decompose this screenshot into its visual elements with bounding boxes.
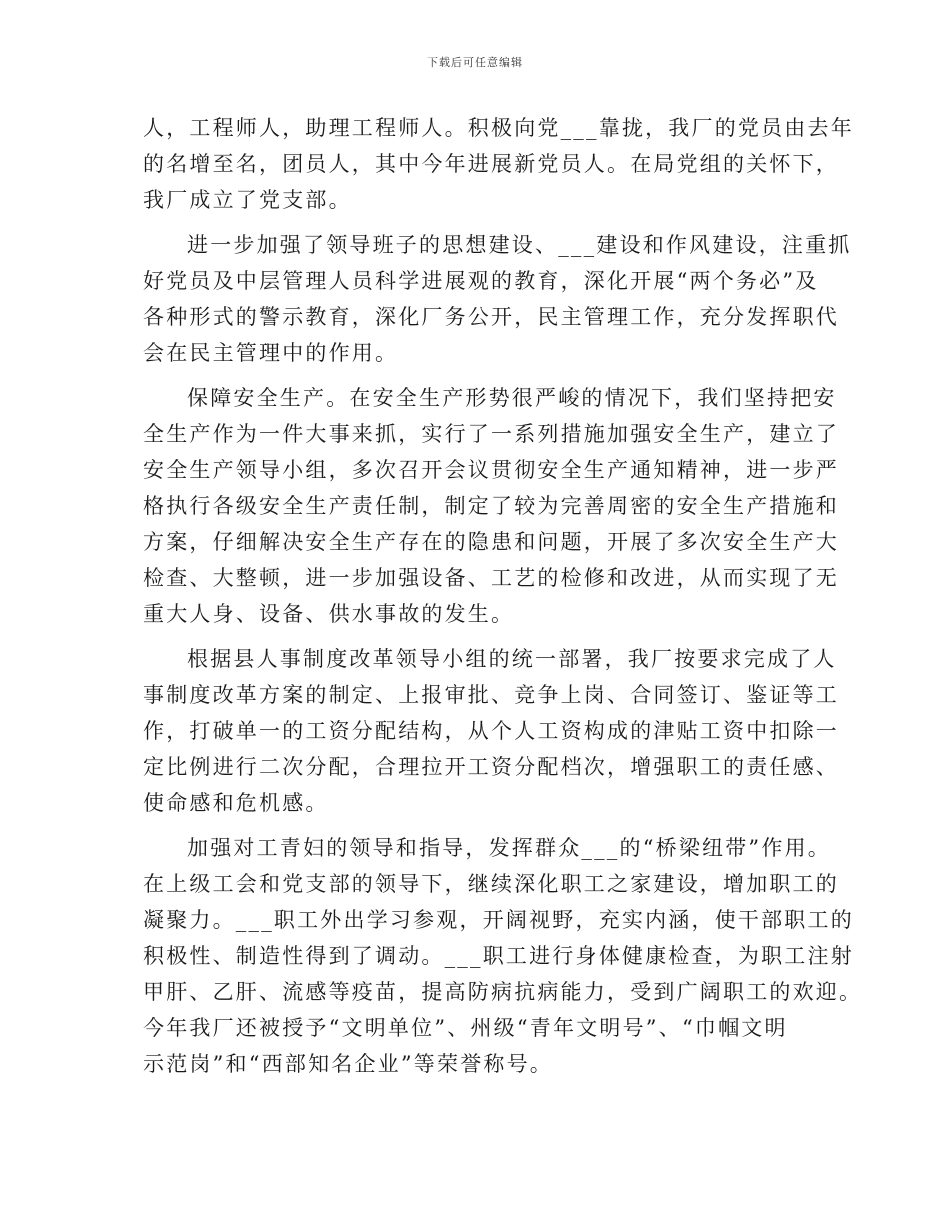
text-line: 今年我厂还被授予“文明单位”、州级“青年文明号”、“巾帼文明 (143, 1016, 788, 1040)
text-line: 好党员及中层管理人员科学进展观的教育，深化开展“两个务必”及 (143, 269, 819, 293)
text-line: 事制度改革方案的制定、上报审批、竞争上岗、合同签订、鉴证等工 (143, 683, 839, 707)
text-line: 方案，仔细解决安全生产存在的隐患和问题，开展了多次安全生产大 (143, 530, 839, 554)
text-line: 人，工程师人，助理工程师人。积极向党___靠拢，我厂的党员由去年 (143, 116, 854, 140)
text-line: 全生产作为一件大事来抓，实行了一系列措施加强安全生产，建立了 (143, 422, 839, 446)
text-line: 格执行各级安全生产责任制，制定了较为完善周密的安全生产措施和 (143, 494, 839, 518)
text-line: 在上级工会和党支部的领导下，继续深化职工之家建设，增加职工的 (143, 872, 839, 896)
text-line: 我厂成立了党支部。 (143, 188, 352, 212)
text-line: 各种形式的警示教育，深化厂务公开，民主管理工作，充分发挥职代 (143, 305, 839, 329)
text-line: 凝聚力。___职工外出学习参观，开阔视野，充实内涵，使干部职工的 (143, 908, 854, 932)
text-line: 积极性、制造性得到了调动。___职工进行身体健康检查，为职工注射 (143, 944, 854, 968)
text-line: 定比例进行二次分配，合理拉开工资分配档次，增强职工的责任感、 (143, 755, 839, 779)
text-line: 进一步加强了领导班子的思想建设、___建设和作风建设，注重抓 (187, 233, 852, 257)
paragraph (143, 641, 839, 821)
text-line: 检查、大整顿，进一步加强设备、工艺的检修和改进，从而实现了无 (143, 566, 839, 590)
text-line: 重大人身、设备、供水事故的发生。 (143, 602, 515, 626)
text-line: 的名增至名，团员人，其中今年进展新党员人。在局党组的关怀下， (143, 152, 839, 176)
page-header: 下载后可任意编辑 (427, 56, 523, 69)
text-line: 甲肝、乙肝、流感等疫苗，提高防病抗病能力，受到广阔职工的欢迎。 (143, 980, 863, 1004)
paragraph (143, 380, 839, 632)
document-body (143, 110, 863, 1082)
text-line: 使命感和危机感。 (143, 791, 329, 815)
text-line: 会在民主管理中的作用。 (143, 341, 399, 365)
text-line: 保障安全生产。在安全生产形势很严峻的情况下，我们坚持把安 (187, 386, 837, 410)
text-line: 根据县人事制度改革领导小组的统一部署，我厂按要求完成了人 (187, 647, 837, 671)
text-line: 作，打破单一的工资分配结构，从个人工资构成的津贴工资中扣除一 (143, 719, 839, 743)
text-line: 加强对工青妇的领导和指导，发挥群众___的“桥梁纽带”作用。 (187, 836, 831, 860)
paragraph (143, 110, 854, 218)
text-line: 安全生产领导小组，多次召开会议贯彻安全生产通知精神，进一步严 (143, 458, 839, 482)
text-line: 示范岗”和“西部知名企业”等荣誉称号。 (143, 1052, 554, 1076)
paragraph (143, 830, 863, 1082)
paragraph (143, 227, 852, 371)
